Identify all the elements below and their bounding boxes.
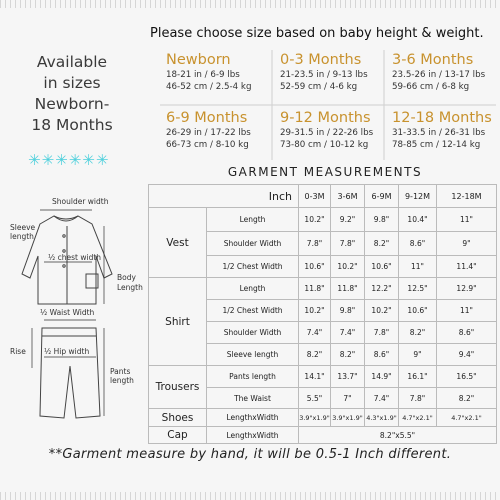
row-label: Length <box>207 208 299 232</box>
col-3-6m: 3-6M <box>331 185 365 208</box>
cell: 8.2" <box>299 344 331 366</box>
cell: 10.2" <box>365 300 399 322</box>
cell: 16.1" <box>399 366 437 388</box>
cell: 9" <box>399 344 437 366</box>
cell: 7.4" <box>299 322 331 344</box>
group-vest: Vest <box>149 208 207 278</box>
table-row <box>149 208 497 232</box>
size-6-9-months: 6-9 Months 26-29 in / 17-22 lbs 66-73 cm / 8-10 kg <box>166 110 251 150</box>
row-label: Shoulder Width <box>207 322 299 344</box>
label-sleeve-length: length <box>10 232 34 241</box>
row-label: 1/2 Chest Width <box>207 256 299 278</box>
row-label: Pants length <box>207 366 299 388</box>
cell: 16.5" <box>437 366 497 388</box>
cell: 7" <box>331 388 365 409</box>
table-header-row <box>149 185 497 208</box>
size-guide-header: Please choose size based on baby height & weight. <box>150 26 484 41</box>
cell: 10.6" <box>365 256 399 278</box>
cell: 9.8" <box>365 208 399 232</box>
row-label: Sleeve length <box>207 344 299 366</box>
cell: 3.9"x1.9" <box>331 409 365 427</box>
cell: 7.4" <box>331 322 365 344</box>
size-9-12-months: 9-12 Months 29-31.5 in / 22-26 lbs 73-80 cm / 10-12 kg <box>280 110 374 150</box>
label-body: Body <box>117 273 136 282</box>
row-label: LengthxWidth <box>207 427 299 444</box>
cell: 10.2" <box>331 256 365 278</box>
size-12-18-months: 12-18 Months 31-33.5 in / 26-31 lbs 78-85 cm / 12-14 kg <box>392 110 492 150</box>
cell: 13.7" <box>331 366 365 388</box>
garment-measurements-table <box>148 184 497 444</box>
cell: 3.9"x1.9" <box>299 409 331 427</box>
label-half-chest: ½ chest width <box>48 253 102 262</box>
col-9-12m: 9-12M <box>399 185 437 208</box>
cell: 9.2" <box>331 208 365 232</box>
cell: 4.7"x2.1" <box>437 409 497 427</box>
cell: 7.8" <box>365 322 399 344</box>
cell: 10.6" <box>399 300 437 322</box>
cell: 10.6" <box>299 256 331 278</box>
row-label: The Waist <box>207 388 299 409</box>
label-rise: Rise <box>10 347 26 356</box>
label-sleeve: Sleeve <box>10 223 36 232</box>
group-cap: Cap <box>149 427 207 444</box>
cell: 8.2" <box>437 388 497 409</box>
group-shoes: Shoes <box>149 409 207 427</box>
cell: 10.4" <box>399 208 437 232</box>
label-half-hip: ½ Hip width <box>44 347 90 356</box>
cell: 12.2" <box>365 278 399 300</box>
cell: 4.3"x1.9" <box>365 409 399 427</box>
label-body-length: Length <box>117 283 143 292</box>
garment-measurements-title: GARMENT MEASUREMENTS <box>227 165 423 179</box>
availability-text: Available in sizes Newborn- 18 Months <box>31 53 113 134</box>
cell: 8.6" <box>399 232 437 256</box>
cell: 11" <box>399 256 437 278</box>
row-label: Length <box>207 278 299 300</box>
cell: 8.2" <box>365 232 399 256</box>
cell: 9.4" <box>437 344 497 366</box>
row-label: LengthxWidth <box>207 409 299 427</box>
inch-header: Inch <box>149 185 299 208</box>
label-pants: Pants <box>110 367 131 376</box>
cell: 11" <box>437 300 497 322</box>
cell: 7.8" <box>299 232 331 256</box>
cell: 7.8" <box>331 232 365 256</box>
row-label: 1/2 Chest Width <box>207 300 299 322</box>
table-row <box>149 366 497 388</box>
cell: 8.2" <box>399 322 437 344</box>
cell: 7.4" <box>365 388 399 409</box>
cell: 10.2" <box>299 300 331 322</box>
label-half-waist: ½ Waist Width <box>40 308 95 317</box>
size-chart <box>160 48 496 162</box>
cell: 8.6" <box>365 344 399 366</box>
cell: 8.6" <box>437 322 497 344</box>
cell: 5.5" <box>299 388 331 409</box>
cell: 14.9" <box>365 366 399 388</box>
cell: 11.4" <box>437 256 497 278</box>
size-3-6-months: 3-6 Months 23.5-26 in / 13-17 lbs 59-66 cm / 6-8 kg <box>392 52 486 92</box>
cell: 12.5" <box>399 278 437 300</box>
label-pants-length: length <box>110 376 134 385</box>
group-trousers: Trousers <box>149 366 207 409</box>
col-12-18m: 12-18M <box>437 185 497 208</box>
cell: 9" <box>437 232 497 256</box>
cell: 12.9" <box>437 278 497 300</box>
bottom-ruler <box>0 492 500 500</box>
cell: 11" <box>437 208 497 232</box>
cell: 4.7"x2.1" <box>399 409 437 427</box>
cell: 11.8" <box>331 278 365 300</box>
size-0-3-months: 0-3 Months 21-23.5 in / 9-13 lbs 52-59 cm / 4-6 kg <box>280 52 368 92</box>
cell: 10.2" <box>299 208 331 232</box>
size-newborn: Newborn 18-21 in / 6-9 lbs 46-52 cm / 2.5-4 kg <box>166 52 252 92</box>
cell: 14.1" <box>299 366 331 388</box>
cell: 8.2"x5.5" <box>299 427 497 444</box>
table-row <box>149 278 497 300</box>
cell: 11.8" <box>299 278 331 300</box>
cell: 9.8" <box>331 300 365 322</box>
label-shoulder-width: Shoulder width <box>52 197 109 206</box>
cell: 8.2" <box>331 344 365 366</box>
garment-diagram <box>0 196 150 446</box>
row-label: Shoulder Width <box>207 232 299 256</box>
col-6-9m: 6-9M <box>365 185 399 208</box>
cell: 7.8" <box>399 388 437 409</box>
table-row <box>149 427 497 444</box>
decorative-stars: ✳✳✳✳✳✳ <box>28 151 110 169</box>
top-ruler <box>0 0 500 8</box>
measurement-note: **Garment measure by hand, it will be 0.5-1 Inch different. <box>48 447 452 462</box>
group-shirt: Shirt <box>149 278 207 366</box>
table-row <box>149 409 497 427</box>
col-0-3m: 0-3M <box>299 185 331 208</box>
